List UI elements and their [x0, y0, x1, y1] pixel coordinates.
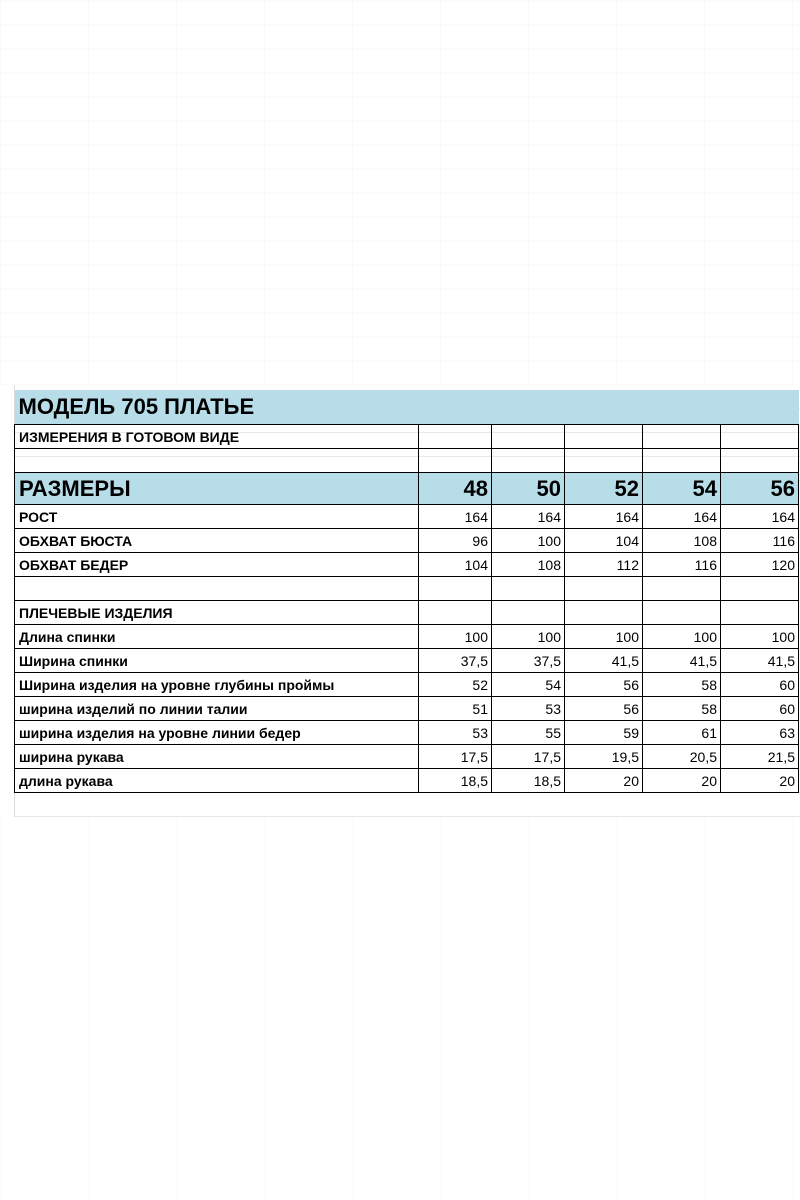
- value-cell[interactable]: 164: [565, 505, 643, 529]
- empty-cell[interactable]: [492, 449, 565, 473]
- value-cell[interactable]: 120: [721, 553, 799, 577]
- value-cell[interactable]: 104: [565, 529, 643, 553]
- table-row: [15, 625, 799, 649]
- empty-cell[interactable]: [643, 425, 721, 449]
- value-cell[interactable]: 112: [565, 553, 643, 577]
- empty-cell[interactable]: [721, 577, 799, 601]
- blank-row: [15, 577, 799, 601]
- empty-cell[interactable]: [492, 425, 565, 449]
- row-label[interactable]: ОБХВАТ БЕДЕР: [15, 553, 419, 577]
- value-cell[interactable]: 56: [565, 697, 643, 721]
- size-header-cell[interactable]: 56: [721, 473, 799, 505]
- value-cell[interactable]: 60: [721, 673, 799, 697]
- value-cell[interactable]: 41,5: [643, 649, 721, 673]
- table-row: [15, 649, 799, 673]
- empty-cell[interactable]: [565, 577, 643, 601]
- empty-cell[interactable]: [492, 601, 565, 625]
- value-cell[interactable]: 18,5: [492, 769, 565, 793]
- row-label[interactable]: ширина изделия на уровне линии бедер: [15, 721, 419, 745]
- empty-cell[interactable]: [15, 449, 419, 473]
- empty-cell[interactable]: [721, 449, 799, 473]
- empty-cell[interactable]: [721, 425, 799, 449]
- empty-cell[interactable]: [419, 425, 492, 449]
- value-cell[interactable]: 20: [643, 769, 721, 793]
- value-cell[interactable]: 52: [419, 673, 492, 697]
- value-cell[interactable]: 41,5: [565, 649, 643, 673]
- value-cell[interactable]: 20,5: [643, 745, 721, 769]
- empty-cell[interactable]: [565, 449, 643, 473]
- row-label[interactable]: ширина рукава: [15, 745, 419, 769]
- empty-cell[interactable]: [419, 601, 492, 625]
- row-label[interactable]: Ширина изделия на уровне глубины проймы: [15, 673, 419, 697]
- value-cell[interactable]: 100: [721, 625, 799, 649]
- value-cell[interactable]: 100: [565, 625, 643, 649]
- spreadsheet-area: [0, 385, 800, 817]
- row-label[interactable]: Длина спинки: [15, 625, 419, 649]
- value-cell[interactable]: 116: [721, 529, 799, 553]
- value-cell[interactable]: 108: [492, 553, 565, 577]
- value-cell[interactable]: 58: [643, 697, 721, 721]
- row-label[interactable]: ширина изделий по линии талии: [15, 697, 419, 721]
- empty-cell[interactable]: [565, 601, 643, 625]
- value-cell[interactable]: 20: [721, 769, 799, 793]
- value-cell[interactable]: 60: [721, 697, 799, 721]
- value-cell[interactable]: 54: [492, 673, 565, 697]
- size-table: [14, 390, 799, 793]
- empty-cell[interactable]: [643, 601, 721, 625]
- table-row: [15, 529, 799, 553]
- size-header-cell[interactable]: 54: [643, 473, 721, 505]
- empty-cell[interactable]: [419, 449, 492, 473]
- value-cell[interactable]: 21,5: [721, 745, 799, 769]
- empty-cell[interactable]: [419, 577, 492, 601]
- value-cell[interactable]: 56: [565, 673, 643, 697]
- table-row: [15, 505, 799, 529]
- empty-cell[interactable]: [492, 577, 565, 601]
- sizes-label[interactable]: РАЗМЕРЫ: [15, 473, 419, 505]
- measurements-subtitle[interactable]: ИЗМЕРЕНИЯ В ГОТОВОМ ВИДЕ: [15, 425, 419, 449]
- value-cell[interactable]: 108: [643, 529, 721, 553]
- row-label[interactable]: длина рукава: [15, 769, 419, 793]
- size-header-cell[interactable]: 50: [492, 473, 565, 505]
- value-cell[interactable]: 96: [419, 529, 492, 553]
- value-cell[interactable]: 164: [419, 505, 492, 529]
- size-header-cell[interactable]: 48: [419, 473, 492, 505]
- value-cell[interactable]: 55: [492, 721, 565, 745]
- subtitle-row: [15, 425, 799, 449]
- table-row: [15, 697, 799, 721]
- table-row: [15, 745, 799, 769]
- value-cell[interactable]: 17,5: [419, 745, 492, 769]
- value-cell[interactable]: 19,5: [565, 745, 643, 769]
- row-label[interactable]: РОСТ: [15, 505, 419, 529]
- sizes-row: [15, 473, 799, 505]
- value-cell[interactable]: 104: [419, 553, 492, 577]
- row-header-strip: [0, 385, 15, 817]
- value-cell[interactable]: 59: [565, 721, 643, 745]
- table-row: [15, 721, 799, 745]
- value-cell[interactable]: 164: [721, 505, 799, 529]
- value-cell[interactable]: 164: [492, 505, 565, 529]
- empty-cell[interactable]: [643, 577, 721, 601]
- title-row: [15, 390, 799, 425]
- value-cell[interactable]: 41,5: [721, 649, 799, 673]
- value-cell[interactable]: 100: [419, 625, 492, 649]
- value-cell[interactable]: 100: [643, 625, 721, 649]
- value-cell[interactable]: 164: [643, 505, 721, 529]
- value-cell[interactable]: 53: [419, 721, 492, 745]
- value-cell[interactable]: 100: [492, 529, 565, 553]
- row-label[interactable]: ОБХВАТ БЮСТА: [15, 529, 419, 553]
- empty-cell[interactable]: [643, 449, 721, 473]
- size-header-cell[interactable]: 52: [565, 473, 643, 505]
- value-cell[interactable]: 61: [643, 721, 721, 745]
- table-row: [15, 769, 799, 793]
- value-cell[interactable]: 20: [565, 769, 643, 793]
- blurred-spreadsheet-top: [0, 0, 800, 385]
- empty-cell[interactable]: [565, 425, 643, 449]
- value-cell[interactable]: 58: [643, 673, 721, 697]
- value-cell[interactable]: 116: [643, 553, 721, 577]
- row-label[interactable]: Ширина спинки: [15, 649, 419, 673]
- value-cell[interactable]: 18,5: [419, 769, 492, 793]
- blank-row: [15, 449, 799, 473]
- value-cell[interactable]: 53: [492, 697, 565, 721]
- empty-cell[interactable]: [721, 601, 799, 625]
- table-row: [15, 553, 799, 577]
- section-label[interactable]: ПЛЕЧЕВЫЕ ИЗДЕЛИЯ: [15, 601, 419, 625]
- value-cell[interactable]: 37,5: [492, 649, 565, 673]
- value-cell[interactable]: 37,5: [419, 649, 492, 673]
- section-row: [15, 601, 799, 625]
- value-cell[interactable]: 17,5: [492, 745, 565, 769]
- value-cell[interactable]: 51: [419, 697, 492, 721]
- blurred-spreadsheet-bottom: [0, 818, 800, 1200]
- value-cell[interactable]: 63: [721, 721, 799, 745]
- table-row: [15, 673, 799, 697]
- empty-cell[interactable]: [15, 577, 419, 601]
- model-title[interactable]: МОДЕЛЬ 705 ПЛАТЬЕ: [15, 390, 799, 425]
- value-cell[interactable]: 100: [492, 625, 565, 649]
